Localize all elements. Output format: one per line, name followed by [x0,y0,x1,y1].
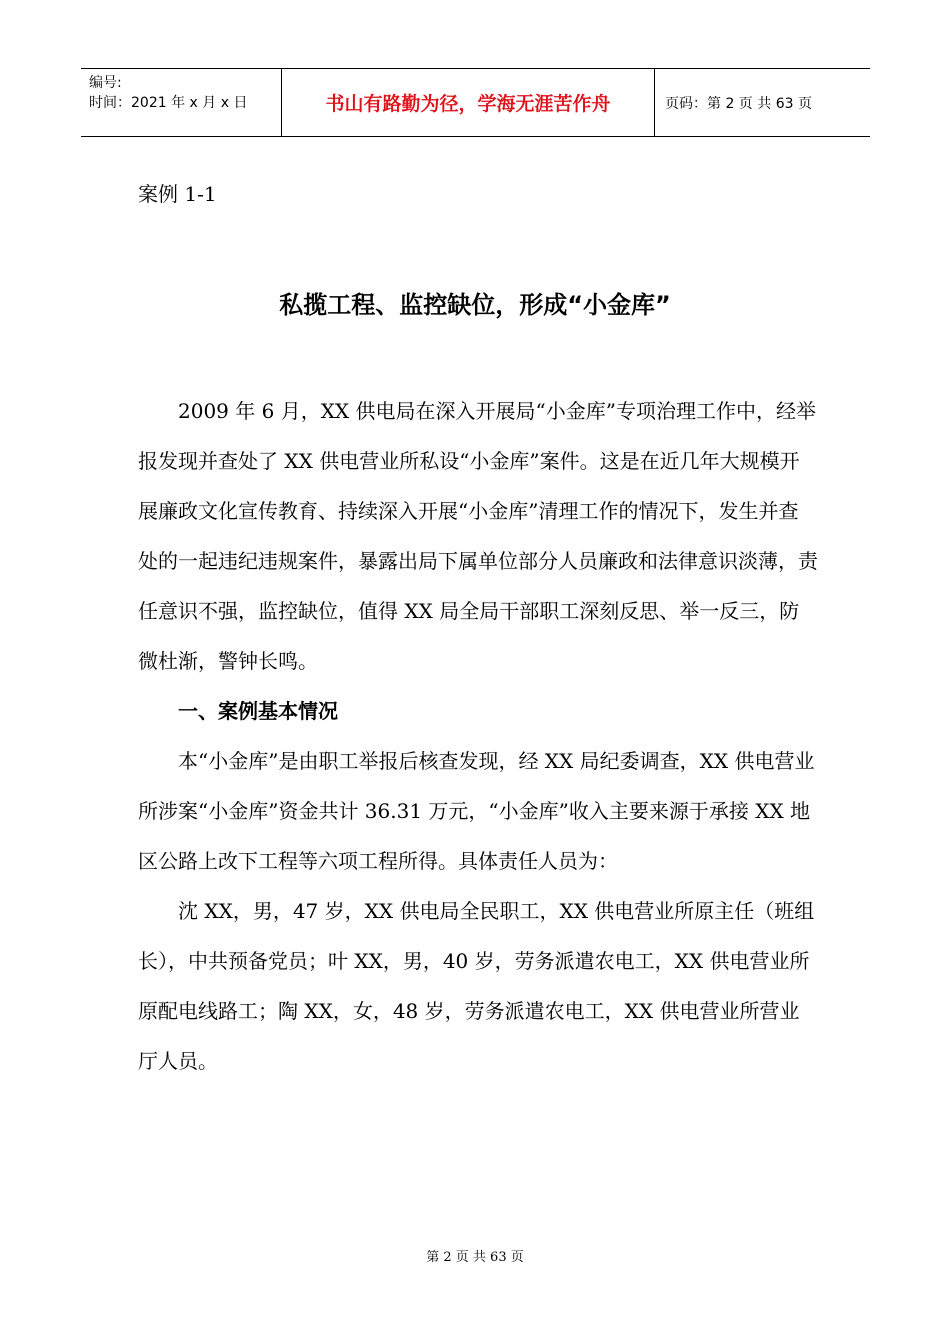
page-footer: 第 2 页 共 63 页 [426,1250,524,1265]
time-label: 时间：2021 年 x 月 x 日 [89,95,248,111]
document-body [138,386,818,1086]
header-meta [81,69,282,136]
paragraph-intro: 2009 年 6 月，XX 供电局在深入开展局“小金库”专项治理工作中，经举报发现并查处了 XX 供电营业所私设“小金库”案件。这是在近几年大规模开展廉政文化宣传教育、持续深入开展“小金库”清理工作的情况下，发生并查处的一起违纪违规案件，暴露出局下属单位部分人员廉政和法律意识淡薄，责任意识不强，监控缺位，值得 XX 局全局干部职工深刻反思、举一反三，防微杜渐，警钟长鸣。 [138,399,818,673]
paragraph-persons: 沈 XX，男，47 岁，XX 供电局全民职工，XX 供电营业所原主任（班组长），中共预备党员；叶 XX，男，40 岁，劳务派遣农电工，XX 供电营业所原配电线路工；陶 XX，女，48 岁，劳务派遣农电工，XX 供电营业所营业厅人员。 [138,899,815,1073]
header-page-info: 页码：第 2 页 共 63 页 [665,95,812,112]
case-label: 案例 1-1 [138,182,217,206]
header-motto: 书山有路勤为径，学海无涯苦作舟 [282,69,655,136]
number-label: 编号: [89,75,122,91]
section-heading: 一、案例基本情况 [178,699,338,723]
document-title: 私揽工程、监控缺位，形成“小金库” [279,291,671,319]
paragraph-findings: 本“小金库”是由职工举报后核查发现，经 XX 局纪委调查，XX 供电营业所涉案“小金库”资金共计 36.31 万元，“小金库”收入主要来源于承接 XX 地区公路上改下工程等六项工程所得。具体责任人员为： [138,749,815,873]
page-header [81,68,870,137]
